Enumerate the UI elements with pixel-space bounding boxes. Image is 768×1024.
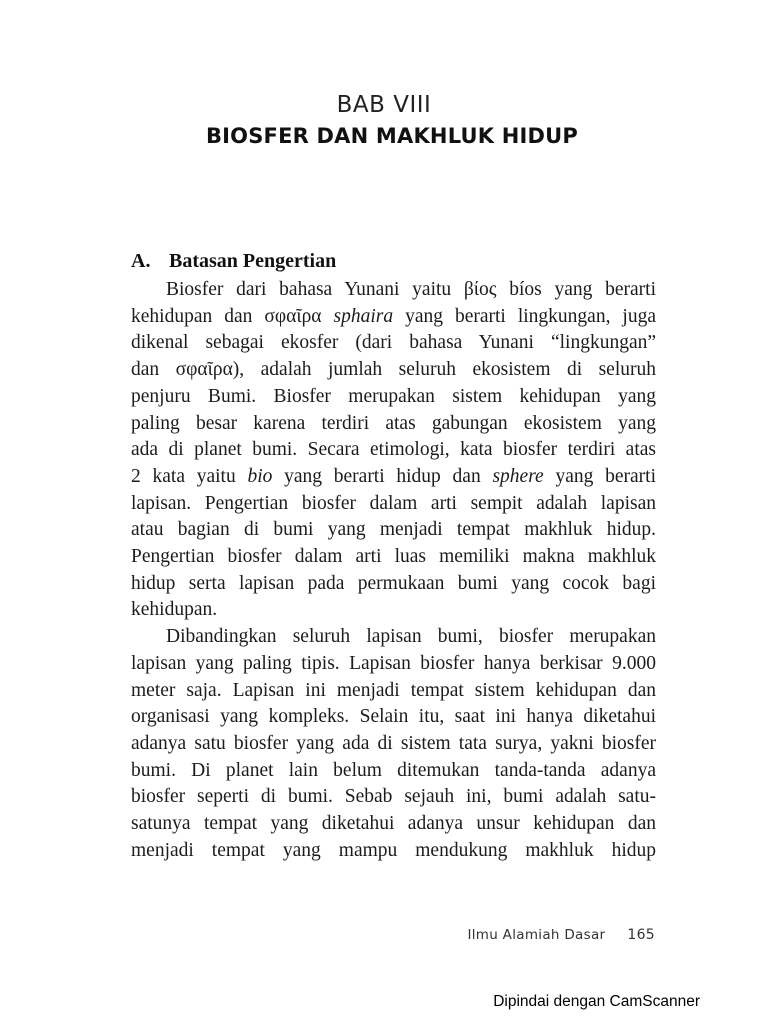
section-number: A. [131, 250, 151, 272]
paragraph-1 [131, 277, 656, 624]
text-line: biosfer seperti di bumi. Sebab sejauh ini, bumi adalah satu- [131, 786, 656, 808]
text-line: lapisan. Pengertian biosfer dalam arti sempit adalah lapisan [131, 492, 656, 514]
text-span: kehidupan dan σφαῖρα [131, 305, 334, 327]
italic-term: sphere [492, 465, 544, 487]
text-line: atau bagian di bumi yang menjadi tempat makhluk hidup. [131, 519, 656, 541]
text-line: menjadi tempat yang mampu mendukung makhluk hidup [131, 839, 656, 861]
section-title: Batasan Pengertian [169, 250, 337, 272]
text-line: Biosfer dari bahasa Yunani yaitu βίος bíos yang berarti [166, 279, 656, 300]
text-line: ada di planet bumi. Secara etimologi, kata biosfer terdiri atas [131, 439, 656, 461]
text-line: dan σφαῖρα), adalah jumlah seluruh ekosistem di seluruh [131, 359, 656, 381]
italic-term: sphaira [333, 305, 394, 327]
paragraph-2 [131, 624, 656, 864]
text-line: hidup serta lapisan pada permukaan bumi yang cocok bagi [131, 572, 656, 594]
text-span: yang berarti hidup dan [272, 465, 493, 487]
text-line: dikenal sebagai ekosfer (dari bahasa Yunani “lingkungan” [131, 332, 656, 354]
chapter-title: BIOSFER DAN MAKHLUK HIDUP [205, 124, 579, 148]
section-heading [131, 250, 336, 273]
text-line: satunya tempat yang diketahui adanya unsur kehidupan dan [131, 813, 656, 835]
text-span: yang berarti [543, 465, 656, 487]
text-line: Dibandingkan seluruh lapisan bumi, biosfer merupakan [166, 626, 656, 648]
italic-term: bio [247, 465, 273, 487]
text-line [131, 464, 656, 491]
text-line: lapisan yang paling tipis. Lapisan biosfer hanya berkisar 9.000 [131, 652, 656, 674]
text-line: kehidupan. [131, 599, 218, 621]
page-number: 165 [627, 927, 655, 943]
text-line: Pengertian biosfer dalam arti luas memiliki makna makhluk [131, 546, 656, 568]
text-line [131, 304, 656, 331]
chapter-label: BAB VIII [336, 92, 432, 118]
text-line: organisasi yang kompleks. Selain itu, saat ini hanya diketahui [131, 706, 656, 728]
text-span: 2 kata yaitu [131, 465, 248, 487]
text-line: meter saja. Lapisan ini menjadi tempat sistem kehidupan dan [131, 679, 656, 701]
text-span: yang berarti lingkungan, juga [393, 305, 656, 327]
footer-book-title: Ilmu Alamiah Dasar [467, 927, 606, 943]
page-footer [467, 927, 655, 943]
text-line: adanya satu biosfer yang ada di sistem tata surya, yakni biosfer [131, 732, 656, 754]
text-line: penjuru Bumi. Biosfer merupakan sistem kehidupan yang [131, 385, 656, 407]
text-line: paling besar karena terdiri atas gabungan ekosistem yang [131, 412, 656, 434]
body-text [131, 277, 656, 864]
scanner-watermark: Dipindai dengan CamScanner [493, 993, 700, 1010]
text-line: bumi. Di planet lain belum ditemukan tanda-tanda adanya [131, 759, 656, 781]
